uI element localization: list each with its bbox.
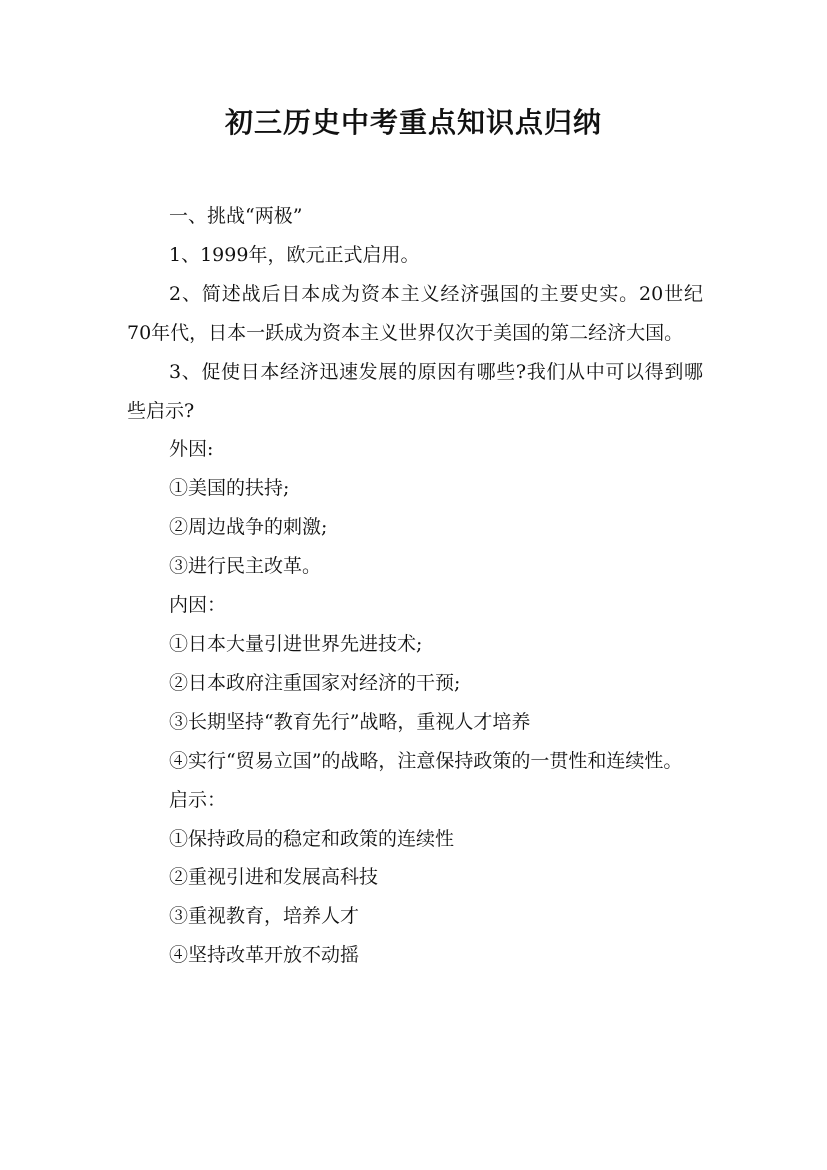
document-title: 初三历史中考重点知识点归纳 <box>224 106 602 139</box>
external-cause-3: ③进行民主改革。 <box>169 555 322 578</box>
lesson-4: ④坚持改革开放不动摇 <box>169 944 360 967</box>
internal-cause-2: ②日本政府注重国家对经济的干预; <box>169 671 461 694</box>
paragraph-item-2: 2、简述战后日本成为资本主义经济强国的主要史实。20世纪70年代，日本一跃成为资本主义世界仅次于美国的第二经济大国。 <box>127 282 703 344</box>
internal-cause-4: ④实行“贸易立国”的战略，注意保持政策的一贯性和连续性。 <box>169 749 683 772</box>
external-causes-label: 外因: <box>169 438 214 461</box>
external-cause-1: ①美国的扶持; <box>169 477 290 500</box>
internal-causes-label: 内因： <box>169 594 227 617</box>
lessons-label: 启示： <box>169 788 227 811</box>
lesson-2: ②重视引进和发展高科技 <box>169 866 379 889</box>
internal-cause-1: ①日本大量引进世界先进技术; <box>169 632 423 655</box>
paragraph-item-1: 1、1999年，欧元正式启用。 <box>169 243 420 266</box>
paragraph-item-3: 3、促使日本经济迅速发展的原因有哪些?我们从中可以得到哪些启示? <box>127 360 703 422</box>
document-body <box>127 197 703 975</box>
lesson-1: ①保持政局的稳定和政策的连续性 <box>169 827 455 850</box>
section-heading: 一、挑战“两极” <box>169 205 303 227</box>
internal-cause-3: ③长期坚持“教育先行”战略，重视人才培养 <box>169 710 531 733</box>
external-cause-2: ②周边战争的刺激; <box>169 516 328 539</box>
lesson-3: ③重视教育，培养人才 <box>169 905 360 928</box>
